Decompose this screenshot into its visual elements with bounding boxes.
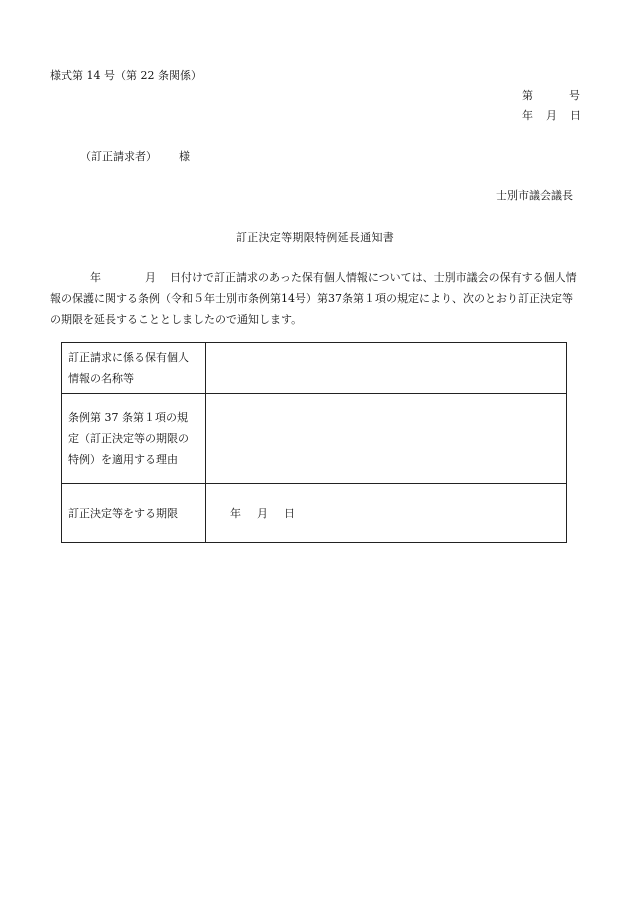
row-label xyxy=(62,343,206,394)
info-table xyxy=(61,342,567,543)
honorific: 様 xyxy=(179,150,190,163)
body-date xyxy=(70,271,170,284)
table-row xyxy=(62,343,567,394)
document-number-suffix: 号 xyxy=(569,89,580,102)
reason-value xyxy=(206,394,567,484)
addressee xyxy=(80,148,190,164)
form-number: 様式第 14 号（第 22 条関係） xyxy=(50,69,202,82)
row-label xyxy=(62,394,206,484)
date-year: 年 xyxy=(522,109,533,122)
deadline-year: 年 xyxy=(230,506,241,520)
label-line: 条例第 37 条第１項の規 xyxy=(68,411,188,424)
deadline-value xyxy=(206,484,567,543)
deadline-day: 日 xyxy=(284,506,295,520)
body-date-year: 年 xyxy=(90,271,101,284)
date-month: 月 xyxy=(546,109,557,122)
page-title: 訂正決定等期限特例延長通知書 xyxy=(235,231,395,244)
row-label xyxy=(62,484,206,543)
requester-label: （訂正請求者） xyxy=(80,150,157,163)
body-text: 日付けで訂正請求のあった保有個人情報については、士別市議会の保有する個人情報の保護に関する条例（令和５年士別市条例第14号）第37条第１項の規定により、次のとおり訂正決定等の期限を延長することとしましたので通知します。 xyxy=(50,271,577,326)
body-paragraph xyxy=(50,267,583,330)
deadline-month: 月 xyxy=(257,506,268,520)
table-row xyxy=(62,394,567,484)
document-number-prefix: 第 xyxy=(522,89,533,102)
label-line: 特例）を適用する理由 xyxy=(68,453,178,466)
label-line: 訂正決定等をする期限 xyxy=(68,506,178,520)
label-line: 情報の名称等 xyxy=(68,372,134,385)
label-line: 訂正請求に係る保有個人 xyxy=(68,351,189,364)
issuer: 士別市議会議長 xyxy=(496,189,573,202)
label-line: 定（訂正決定等の期限の xyxy=(68,432,189,445)
table-row xyxy=(62,484,567,543)
body-date-month: 月 xyxy=(145,271,156,284)
info-name-value xyxy=(206,343,567,394)
date-day: 日 xyxy=(570,109,581,122)
